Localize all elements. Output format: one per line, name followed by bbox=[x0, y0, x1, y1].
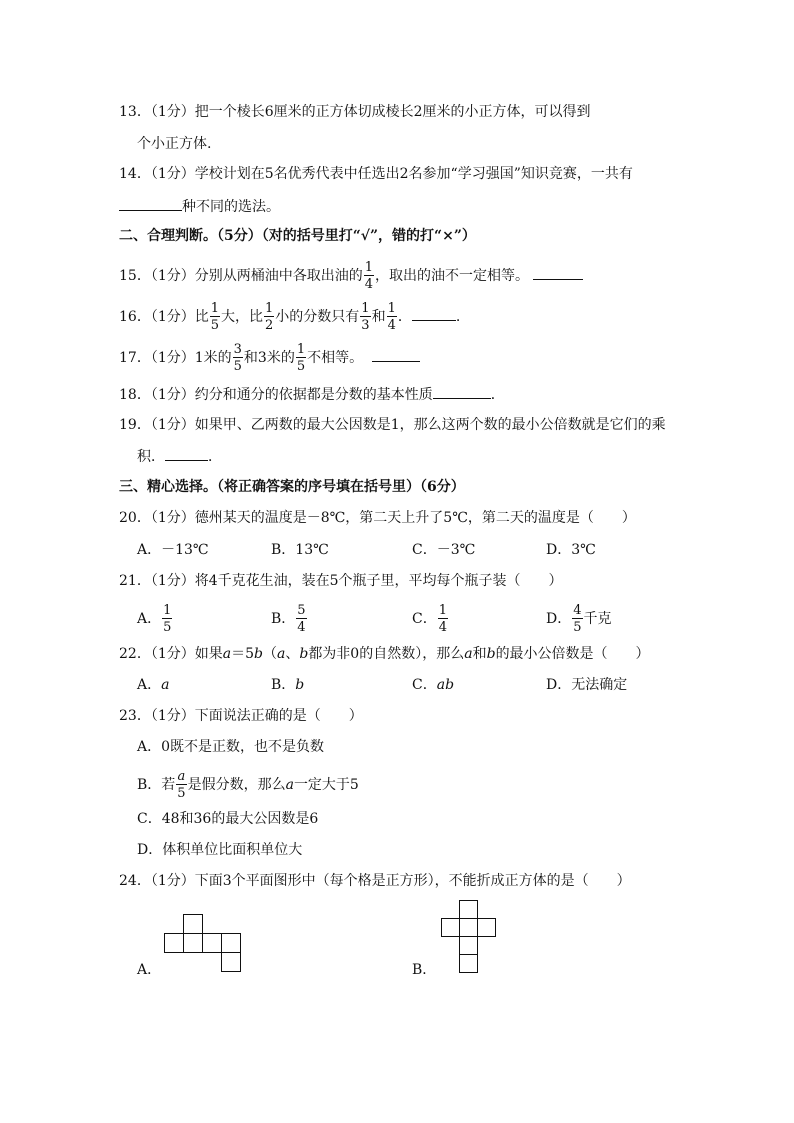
q16-frac-2 bbox=[264, 302, 274, 332]
q16-f3-den: 3 bbox=[361, 318, 370, 333]
q17-text-1: 和3米的 bbox=[243, 350, 295, 366]
q22-c-label: C． bbox=[412, 677, 437, 693]
q17-f2-num: 1 bbox=[296, 342, 306, 357]
q22-option-b[interactable] bbox=[271, 675, 304, 695]
q22-and: 和 bbox=[472, 646, 487, 662]
q21-b-den: 4 bbox=[297, 620, 306, 635]
net-a-cell bbox=[165, 934, 184, 953]
q19-line2-text: 积． bbox=[137, 449, 165, 465]
net-a-cell bbox=[222, 934, 241, 953]
q18-end: ． bbox=[490, 387, 505, 403]
q18-text: 18．（1分）约分和通分的依据都是分数的基本性质 bbox=[119, 387, 433, 403]
q17-f1-num: 3 bbox=[233, 342, 242, 357]
q20-option-b[interactable]: B．13℃ bbox=[271, 542, 329, 558]
q23-stem: 23．（1分）下面说法正确的是（ ） bbox=[119, 708, 363, 724]
q15-frac-den: 4 bbox=[364, 277, 374, 292]
q23-option-a[interactable]: A．0既不是正数，也不是负数 bbox=[137, 739, 325, 755]
q16-f1-den: 5 bbox=[210, 318, 220, 333]
q16-text-2: 小的分数只有 bbox=[275, 309, 360, 325]
q17-prefix: 17．（1分）1米的 bbox=[119, 350, 232, 366]
q17-answer-blank[interactable] bbox=[372, 347, 420, 362]
q13-line1: 13．（1分）把一个棱长6厘米的正方体切成棱长2厘米的小正方体，可以得到 bbox=[119, 104, 591, 120]
q15-suffix: ，取出的油不一定相等。 bbox=[375, 268, 530, 284]
q16-text-3: 和 bbox=[371, 309, 386, 325]
net-b-cell bbox=[478, 919, 496, 937]
q21-c-label: C． bbox=[412, 611, 437, 627]
q22-rb: b bbox=[486, 646, 496, 662]
q16 bbox=[119, 302, 460, 332]
net-b-cell bbox=[442, 919, 460, 937]
q20-option-d[interactable]: D．3℃ bbox=[546, 542, 596, 558]
q23-b-frac bbox=[176, 770, 186, 800]
q14-line2 bbox=[119, 196, 280, 217]
q23-b-num: a bbox=[177, 769, 186, 784]
q21-d-num: 4 bbox=[573, 603, 582, 618]
q16-text-1: 大，比 bbox=[221, 309, 264, 325]
q19-end: ． bbox=[208, 449, 222, 465]
q21-option-d[interactable] bbox=[546, 604, 612, 634]
q19-line1: 19．（1分）如果甲、乙两数的最大公因数是1，那么这两个数的最小公倍数就是它们的乘 bbox=[119, 417, 666, 433]
q21-stem: 21．（1分）将4千克花生油，装在5个瓶子里，平均每个瓶子装（ ） bbox=[119, 573, 563, 589]
q24-stem: 24．（1分）下面3个平面图形中（每个格是正方形），不能折成正方体的是（ ） bbox=[119, 873, 631, 889]
q14-line2-text: 种不同的选法。 bbox=[182, 199, 280, 215]
q15-frac-num: 1 bbox=[364, 260, 374, 275]
net-a-cell bbox=[184, 915, 203, 934]
q24-option-b[interactable]: B． bbox=[412, 962, 437, 978]
q15 bbox=[119, 261, 583, 291]
q21-a-frac bbox=[162, 604, 172, 634]
section2-title: 二、合理判断。（5分）（对的括号里打“√”，错的打“×”） bbox=[119, 228, 476, 244]
q24-net-b[interactable] bbox=[440, 900, 500, 974]
q24-net-a[interactable] bbox=[164, 914, 244, 972]
net-b-cell bbox=[460, 901, 478, 919]
q13-line2-text: 个小正方体. bbox=[137, 136, 212, 152]
q21-option-c[interactable] bbox=[412, 604, 449, 634]
net-b-cell bbox=[460, 937, 478, 955]
q22-eq-a: a bbox=[222, 646, 232, 662]
q23-option-c[interactable]: C．48和36的最大公因数是6 bbox=[137, 811, 319, 827]
q16-text-4: ． bbox=[397, 309, 412, 325]
q18-answer-blank[interactable] bbox=[433, 384, 491, 399]
q21-c-den: 4 bbox=[438, 620, 447, 635]
q23-b-mid: 是假分数，那么 bbox=[187, 777, 286, 793]
q22-stem bbox=[119, 644, 650, 664]
q19-line2 bbox=[137, 446, 222, 467]
q16-period: . bbox=[455, 309, 461, 325]
q23-option-b[interactable] bbox=[137, 770, 359, 800]
q23-b-den: 5 bbox=[177, 786, 186, 801]
q23-b-pre: B．若 bbox=[137, 777, 176, 793]
q22-ra: a bbox=[464, 646, 473, 662]
q21-d-unit: 千克 bbox=[583, 611, 612, 627]
q21-a-label: A． bbox=[137, 611, 162, 627]
q13-line2 bbox=[137, 134, 211, 154]
q22-option-d[interactable] bbox=[546, 675, 627, 695]
q17-f1-den: 5 bbox=[233, 359, 242, 374]
q21-b-frac bbox=[296, 604, 306, 634]
q22-paren-open: （ bbox=[262, 646, 277, 662]
section3-title: 三、精心选择。（将正确答案的序号填在括号里）（6分） bbox=[119, 479, 465, 495]
q21-d-label: D． bbox=[546, 611, 572, 627]
q21-c-frac bbox=[438, 604, 448, 634]
q23-b-post: 一定大于5 bbox=[293, 777, 359, 793]
q16-f2-den: 2 bbox=[265, 318, 274, 333]
q22-b-label: B． bbox=[271, 677, 296, 693]
q22-a-label: A． bbox=[137, 677, 162, 693]
q23-option-d[interactable]: D．体积单位比面积单位大 bbox=[137, 842, 303, 858]
q17-frac-2 bbox=[296, 343, 306, 373]
q16-f1-num: 1 bbox=[210, 301, 220, 316]
q23-b-var: a bbox=[285, 777, 294, 793]
q22-d-label: D． bbox=[546, 677, 572, 693]
q21-d-frac bbox=[572, 604, 582, 634]
q16-prefix: 16．（1分）比 bbox=[119, 309, 209, 325]
q22-c-var: ab bbox=[436, 677, 455, 693]
q22-pb: b bbox=[299, 646, 309, 662]
q22-paren-rest: 都为非0的自然数），那么 bbox=[308, 646, 465, 662]
q22-prefix: 22．（1分）如果 bbox=[119, 646, 223, 662]
q22-a-var: a bbox=[161, 677, 170, 693]
q22-pa: a bbox=[276, 646, 286, 662]
q22-option-a[interactable] bbox=[137, 675, 169, 695]
q16-frac-1 bbox=[210, 302, 220, 332]
q16-answer-blank[interactable] bbox=[412, 306, 456, 321]
q21-c-num: 1 bbox=[438, 603, 447, 618]
q24-option-a[interactable]: A． bbox=[137, 962, 162, 978]
q16-frac-4 bbox=[387, 302, 397, 332]
q17-f2-den: 5 bbox=[296, 359, 306, 374]
net-b-cell bbox=[460, 919, 478, 937]
q22-sep: 、 bbox=[285, 646, 300, 662]
q22-eq-mid: ＝5 bbox=[231, 646, 255, 662]
net-a-cell bbox=[203, 934, 222, 953]
q22-eq-b: b bbox=[254, 646, 263, 662]
q21-option-b[interactable] bbox=[271, 604, 308, 634]
q22-b-var: b bbox=[295, 677, 305, 693]
q21-b-num: 5 bbox=[297, 603, 306, 618]
q20-option-a[interactable]: A．－13℃ bbox=[137, 542, 209, 558]
q18 bbox=[119, 384, 505, 405]
net-a-cell bbox=[184, 934, 203, 953]
q20-option-c[interactable]: C．－3℃ bbox=[412, 542, 476, 558]
q21-d-den: 5 bbox=[573, 620, 582, 635]
q22-d-text: 无法确定 bbox=[571, 677, 628, 693]
q17 bbox=[119, 343, 420, 373]
q19-answer-blank[interactable] bbox=[165, 446, 208, 461]
net-b-cell bbox=[460, 955, 478, 973]
q15-prefix: 15．（1分）分别从两桶油中各取出油的 bbox=[119, 268, 363, 284]
q21-a-num: 1 bbox=[163, 603, 172, 618]
q14-line1: 14．（1分）学校计划在5名优秀代表中任选出2名参加“学习强国”知识竞赛，一共有 bbox=[119, 166, 633, 182]
q14-answer-blank[interactable] bbox=[119, 196, 182, 211]
q15-answer-blank[interactable] bbox=[533, 265, 583, 280]
q16-f2-num: 1 bbox=[265, 301, 274, 316]
q17-text-2: 不相等。 bbox=[307, 350, 364, 366]
q21-a-den: 5 bbox=[163, 620, 172, 635]
q22-option-c[interactable] bbox=[412, 675, 454, 695]
q21-b-label: B． bbox=[271, 611, 296, 627]
q22-tail: 的最小公倍数是（ ） bbox=[495, 646, 650, 662]
q16-f4-num: 1 bbox=[387, 301, 396, 316]
q16-frac-3 bbox=[360, 302, 370, 332]
q21-option-a[interactable] bbox=[137, 604, 173, 634]
net-a-cell bbox=[222, 953, 241, 972]
q15-fraction bbox=[364, 261, 374, 291]
q16-f3-num: 1 bbox=[361, 301, 370, 316]
q20-stem: 20．（1分）德州某天的温度是－8℃，第二天上升了5℃，第二天的温度是（ ） bbox=[119, 510, 636, 526]
q16-f4-den: 4 bbox=[387, 318, 396, 333]
q17-frac-1 bbox=[233, 343, 243, 373]
